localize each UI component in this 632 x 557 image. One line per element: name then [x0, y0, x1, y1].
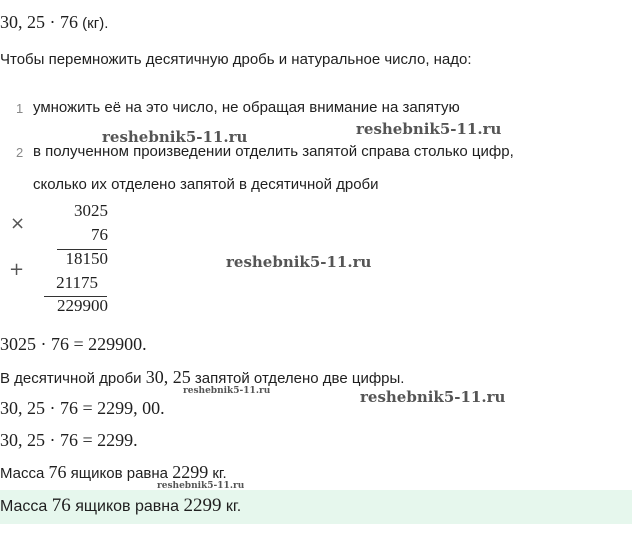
mass-value: 2299 [172, 462, 209, 482]
rule-text: Чтобы перемножить десятичную дробь и натуральное число, надо: [0, 51, 472, 68]
step-2 [16, 144, 23, 162]
watermark: reshebnik5-11.ru [102, 128, 248, 146]
intro-expression: 30, 25 · 76 [0, 12, 78, 32]
step-2-text: в полученном произведении отделить запятой справа столько цифр, [33, 143, 514, 160]
step-2-text-continued: сколько их отделено запятой в десятичной дроби [33, 176, 379, 193]
answer-text: Масса [0, 498, 52, 515]
decimal-note-value: 30, 25 [145, 367, 191, 387]
watermark: reshebnik5-11.ru [183, 386, 271, 396]
watermark: reshebnik5-11.ru [226, 253, 372, 271]
equation-decimal-product: 30, 25 · 76 = 2299, 00. [0, 398, 165, 418]
answer-text: ящиков равна [70, 498, 184, 515]
partial-product-1: 18150 [65, 249, 108, 268]
partial-product-2: 21175 [56, 273, 98, 292]
mass-count: 76 [48, 462, 67, 482]
intro-line [0, 12, 108, 33]
decimal-note-after: запятой отделено две цифры. [190, 370, 405, 387]
equation-integer-product: 3025 · 76 = 229900. [0, 334, 147, 354]
mass-line [0, 462, 227, 483]
step-1 [16, 100, 23, 118]
watermark: reshebnik5-11.ru [360, 388, 506, 406]
multiplicand: 3025 [74, 201, 108, 220]
plus-sign: + [9, 259, 25, 280]
mass-unit: кг. [208, 465, 227, 482]
watermark: reshebnik5-11.ru [157, 481, 245, 491]
mass-text: ящиков равна [66, 465, 173, 482]
step-number: 1 [16, 101, 24, 116]
watermark: reshebnik5-11.ru [356, 120, 502, 138]
answer-value: 2299 [183, 495, 222, 516]
step-number: 2 [16, 145, 24, 160]
times-sign: × [10, 213, 26, 234]
decimal-note-before: В десятичной дроби [0, 370, 146, 387]
answer-count: 76 [51, 495, 71, 516]
answer-line [0, 495, 241, 517]
multiplier: 76 [91, 225, 108, 244]
decimal-note [0, 367, 404, 388]
equation-simplified: 30, 25 · 76 = 2299. [0, 430, 138, 450]
mass-text: Масса [0, 465, 49, 482]
intro-unit: (кг). [78, 15, 109, 32]
step-1-text: умножить её на это число, не обращая внимание на запятую [33, 99, 460, 116]
answer-unit: кг. [221, 498, 242, 515]
column-result: 229900 [57, 296, 108, 315]
